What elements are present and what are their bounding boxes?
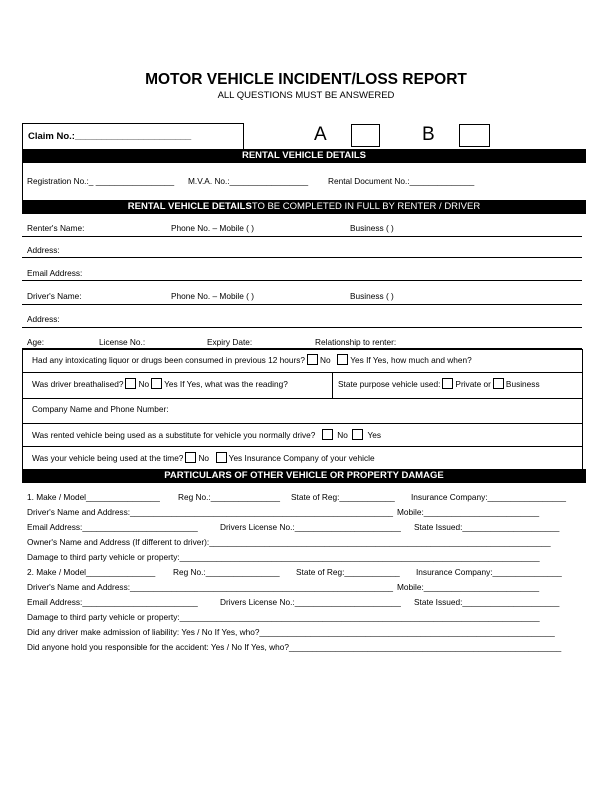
other-vehicle-field[interactable]: Email Address:_________________________ <box>27 597 198 607</box>
expiry-label: Expiry Date: <box>207 337 253 347</box>
other-vehicle-field[interactable]: Did anyone hold you responsible for the accident: Yes / No If Yes, who?___________________________________________________________ <box>27 642 562 652</box>
no-label: No <box>198 453 210 463</box>
question-text: Was your vehicle being used at the time? <box>32 453 184 463</box>
renter-address-line[interactable] <box>22 257 582 258</box>
substitute-no-checkbox[interactable] <box>322 429 333 440</box>
driver-address-line[interactable] <box>22 327 582 328</box>
yes-label: Yes <box>367 430 382 440</box>
substitute-question <box>32 429 381 440</box>
column-divider <box>332 372 333 398</box>
business-label: Business <box>505 379 540 389</box>
other-vehicle-field[interactable]: Insurance Company:_________________ <box>411 492 566 502</box>
liquor-question <box>32 354 472 365</box>
no-label: No <box>320 355 331 365</box>
claim-number-field[interactable]: Claim No.:______________________ <box>28 131 192 142</box>
question-text: Was driver breathalised? <box>32 379 124 389</box>
liquor-no-checkbox[interactable] <box>307 354 318 365</box>
section-header-rest: TO BE COMPLETED IN FULL BY RENTER / DRIVER <box>251 201 481 212</box>
relationship-label: Relationship to renter: <box>315 337 397 347</box>
substitute-yes-checkbox[interactable] <box>352 429 363 440</box>
section-header-renter-driver <box>22 200 586 214</box>
age-label: Age: <box>27 337 45 347</box>
registration-field[interactable]: Registration No.:_ _________________ <box>27 176 175 186</box>
license-label: License No.: <box>99 337 146 347</box>
renter-business-label: Business ( ) <box>350 223 394 233</box>
row-divider <box>22 446 582 447</box>
other-vehicle-field[interactable]: Reg No.:________________ <box>173 567 280 577</box>
driver-address-label: Address: <box>27 314 60 324</box>
divider <box>22 162 23 200</box>
rental-document-field[interactable]: Rental Document No.:______________ <box>328 176 475 186</box>
other-vehicle-field[interactable]: Drivers License No.:_______________________ <box>220 597 401 607</box>
drivers-name-label: Driver's Name: <box>27 291 82 301</box>
other-vehicle-field[interactable]: Owner's Name and Address (If different to driver):__________________________________________________________________________ <box>27 537 551 547</box>
section-header-bold: RENTAL VEHICLE DETAILS <box>127 201 252 212</box>
checkbox-b[interactable] <box>459 124 490 147</box>
breath-yes-checkbox[interactable] <box>151 378 162 389</box>
row-divider <box>22 372 582 373</box>
other-vehicle-field[interactable]: 2. Make / Model_______________ <box>27 567 156 577</box>
drivers-name-line[interactable] <box>22 304 582 305</box>
page-subtitle: ALL QUESTIONS MUST BE ANSWERED <box>217 90 395 101</box>
other-vehicle-field[interactable]: Did any driver make admission of liability: Yes / No If Yes, who?________________________________________________________________ <box>27 627 555 637</box>
other-vehicle-field[interactable]: Driver's Name and Address:_________________________________________________________ <box>27 582 394 592</box>
private-checkbox[interactable] <box>442 378 453 389</box>
other-vehicle-field[interactable]: Mobile:_________________________ <box>397 582 540 592</box>
other-vehicle-field[interactable]: State of Reg:____________ <box>296 567 400 577</box>
email-line[interactable] <box>22 280 582 281</box>
purpose-question <box>338 378 540 389</box>
other-vehicle-field[interactable]: Reg No.:_______________ <box>178 492 280 502</box>
question-text: Had any intoxicating liquor or drugs been consumed in previous 12 hours? <box>32 355 306 365</box>
other-vehicle-field[interactable]: Damage to third party vehicle or property:______________________________________________________________________________ <box>27 552 540 562</box>
table-top-border <box>22 348 582 350</box>
yes-label: Yes If Yes, what was the reading? <box>164 379 288 389</box>
other-vehicle-field[interactable]: Mobile:_________________________ <box>397 507 540 517</box>
renters-name-label: Renter's Name: <box>27 223 85 233</box>
other-vehicle-field[interactable]: Drivers License No.:_______________________ <box>220 522 401 532</box>
private-label: Private or <box>455 379 491 389</box>
section-header-other-vehicle: PARTICULARS OF OTHER VEHICLE OR PROPERTY DAMAGE <box>22 469 586 483</box>
your-vehicle-yes-checkbox[interactable] <box>216 452 227 463</box>
renter-phone-mobile-label: Phone No. – Mobile ( ) <box>171 223 255 233</box>
label-b: B <box>422 124 435 145</box>
other-vehicle-field[interactable]: 1. Make / Model________________ <box>27 492 160 502</box>
business-checkbox[interactable] <box>493 378 504 389</box>
company-phone-label: Company Name and Phone Number: <box>32 404 169 414</box>
driver-phone-mobile-label: Phone No. – Mobile ( ) <box>171 291 255 301</box>
question-text: State purpose vehicle used: <box>338 379 441 389</box>
question-text: Was rented vehicle being used as a substitute for vehicle you normally drive? <box>32 430 316 440</box>
your-vehicle-question <box>32 452 375 463</box>
table-right-border <box>582 349 583 469</box>
no-label: No <box>138 379 150 389</box>
other-vehicle-field[interactable]: Email Address:_________________________ <box>27 522 198 532</box>
row-divider <box>22 423 582 424</box>
driver-business-label: Business ( ) <box>350 291 394 301</box>
other-vehicle-field[interactable]: Driver's Name and Address:_________________________________________________________ <box>27 507 394 517</box>
label-a: A <box>314 124 327 145</box>
page-title: MOTOR VEHICLE INCIDENT/LOSS REPORT <box>145 71 467 88</box>
no-label: No <box>337 430 348 440</box>
your-vehicle-no-checkbox[interactable] <box>185 452 196 463</box>
section-header-rental-details: RENTAL VEHICLE DETAILS <box>22 149 586 163</box>
other-vehicle-field[interactable]: State Issued:_____________________ <box>414 522 560 532</box>
row-divider <box>22 398 582 399</box>
mva-field[interactable]: M.V.A. No.:_________________ <box>188 176 309 186</box>
checkbox-a[interactable] <box>351 124 380 147</box>
other-vehicle-field[interactable]: Insurance Company:_______________ <box>416 567 562 577</box>
other-vehicle-field[interactable]: Damage to third party vehicle or property:______________________________________________________________________________ <box>27 612 540 622</box>
email-label: Email Address: <box>27 268 83 278</box>
other-vehicle-field[interactable]: State of Reg:____________ <box>291 492 395 502</box>
breath-question <box>32 378 288 389</box>
yes-label: Yes If Yes, how much and when? <box>350 355 472 365</box>
renters-name-line[interactable] <box>22 236 582 237</box>
other-vehicle-field[interactable]: State Issued:_____________________ <box>414 597 560 607</box>
liquor-yes-checkbox[interactable] <box>337 354 348 365</box>
breath-no-checkbox[interactable] <box>125 378 136 389</box>
table-left-border <box>22 349 23 469</box>
yes-label: Yes Insurance Company of your vehicle <box>228 453 375 463</box>
renter-address-label: Address: <box>27 245 60 255</box>
